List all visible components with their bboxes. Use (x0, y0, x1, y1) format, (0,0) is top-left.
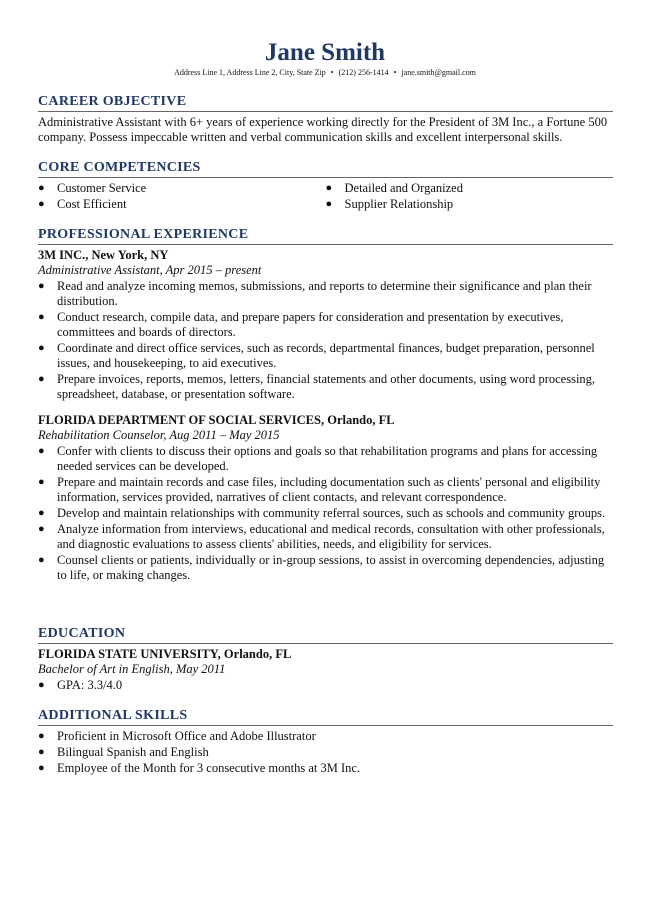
job-employer: FLORIDA DEPARTMENT OF SOCIAL SERVICES, Orlando, FL (38, 413, 395, 427)
list-item-text: Coordinate and direct office services, such as records, departmental finances, budget preparation, personnel issues, and housekeeping, to aid executives. (57, 341, 595, 370)
job-entry (38, 248, 613, 402)
section-title: CORE COMPETENCIES (38, 159, 613, 178)
job-employer: 3M INC., New York, NY (38, 248, 169, 262)
list-item (38, 678, 613, 693)
core-competencies-section (38, 159, 613, 213)
bullet-icon: ● (38, 280, 45, 292)
separator-dot: • (393, 68, 397, 77)
list-item-text: Prepare and maintain records and case files, including documentation such as clients' personal and eligibility information, services provided, narratives of client contacts, and relevant correspondence. (57, 475, 601, 504)
email-link[interactable]: jane.smith@gmail.com (401, 68, 476, 77)
list-item-text: Analyze information from interviews, educational and medical records, consultation with other professionals, and diagnostic evaluations to assess clients' abilities, needs, and eligibility for services. (57, 522, 605, 551)
list-item-text: Develop and maintain relationships with community referral sources, such as schools and community groups. (57, 506, 606, 520)
list-item-text: Counsel clients or patients, individually or in-group sessions, to assist in overcoming dependencies, adjusting to life, or making changes. (57, 553, 605, 582)
list-item (38, 729, 613, 744)
job-bullets (38, 444, 613, 583)
objective-text: Administrative Assistant with 6+ years of experience working directly for the President of 3M Inc., a Fortune 500 company. Possess impeccable written and verbal communication skills and excellent interpersonal skills. (38, 115, 608, 144)
bullet-icon: ● (38, 311, 45, 323)
bullet-icon: ● (38, 679, 45, 691)
list-item (326, 181, 614, 196)
section-title: EDUCATION (38, 625, 613, 644)
skills-bullets (38, 729, 613, 776)
list-item (38, 197, 326, 212)
list-item (38, 341, 613, 371)
additional-skills-section (38, 707, 613, 777)
bullet-icon: ● (38, 342, 45, 354)
list-item (38, 372, 613, 402)
list-item-text: Detailed and Organized (344, 181, 463, 195)
list-item (326, 197, 614, 212)
list-item (38, 761, 613, 776)
list-item (38, 522, 613, 552)
list-item (38, 279, 613, 309)
list-item-text: Confer with clients to discuss their options and goals so that rehabilitation programs and plans for accessing needed services can be developed. (57, 444, 598, 473)
list-item (38, 181, 326, 196)
degree: Bachelor of Art in English, May 2011 (38, 662, 226, 676)
bullet-icon: ● (38, 373, 45, 385)
bullet-icon: ● (38, 523, 45, 535)
list-item-text: Proficient in Microsoft Office and Adobe Illustrator (57, 729, 316, 743)
list-item-text: Cost Efficient (57, 197, 127, 211)
job-role: Administrative Assistant, Apr 2015 – present (38, 263, 262, 277)
list-item-text: Conduct research, compile data, and prepare papers for consideration and presentation by executives, committees and boards of directors. (57, 310, 564, 339)
contact-line (0, 68, 650, 78)
education-section (38, 625, 613, 694)
bullet-icon: ● (38, 507, 45, 519)
job-entry (38, 413, 613, 583)
list-item-text: GPA: 3.3/4.0 (57, 678, 123, 692)
separator-dot: • (330, 68, 334, 77)
list-item (38, 475, 613, 505)
list-item-text: Bilingual Spanish and English (57, 745, 209, 759)
bullet-icon: ● (38, 198, 45, 210)
job-bullets (38, 279, 613, 402)
bullet-icon: ● (38, 746, 45, 758)
section-title: PROFESSIONAL EXPERIENCE (38, 226, 613, 245)
list-item-text: Employee of the Month for 3 consecutive months at 3M Inc. (57, 761, 361, 775)
career-objective-section (38, 93, 613, 145)
education-bullets (38, 678, 613, 693)
resume-name: Jane Smith (264, 39, 386, 66)
list-item (38, 745, 613, 760)
job-role: Rehabilitation Counselor, Aug 2011 – May 2015 (38, 428, 280, 442)
list-item-text: Supplier Relationship (344, 197, 454, 211)
bullet-icon: ● (38, 476, 45, 488)
section-title: ADDITIONAL SKILLS (38, 707, 613, 726)
bullet-icon: ● (38, 554, 45, 566)
list-item-text: Prepare invoices, reports, memos, letters, financial statements and other documents, using word processing, spreadsheet, database, or presentation software. (57, 372, 596, 401)
bullet-icon: ● (325, 182, 333, 194)
bullet-icon: ● (38, 762, 45, 774)
address: Address Line 1, Address Line 2, City, State Zip (174, 68, 326, 77)
bullet-icon: ● (38, 730, 45, 742)
professional-experience-section (38, 226, 613, 584)
list-item (38, 310, 613, 340)
phone: (212) 256-1414 (338, 68, 389, 77)
school-name: FLORIDA STATE UNIVERSITY, Orlando, FL (38, 647, 292, 661)
section-title: CAREER OBJECTIVE (38, 93, 613, 112)
list-item-text: Customer Service (57, 181, 147, 195)
list-item (38, 506, 613, 521)
competencies-left-list (38, 181, 326, 213)
list-item-text: Read and analyze incoming memos, submissions, and reports to determine their significance and plan their distribution. (57, 279, 592, 308)
bullet-icon: ● (38, 445, 45, 457)
list-item (38, 444, 613, 474)
list-item (38, 553, 613, 583)
bullet-icon: ● (325, 198, 333, 210)
bullet-icon: ● (38, 182, 45, 194)
competencies-columns (38, 181, 613, 213)
competencies-right-list (326, 181, 614, 213)
